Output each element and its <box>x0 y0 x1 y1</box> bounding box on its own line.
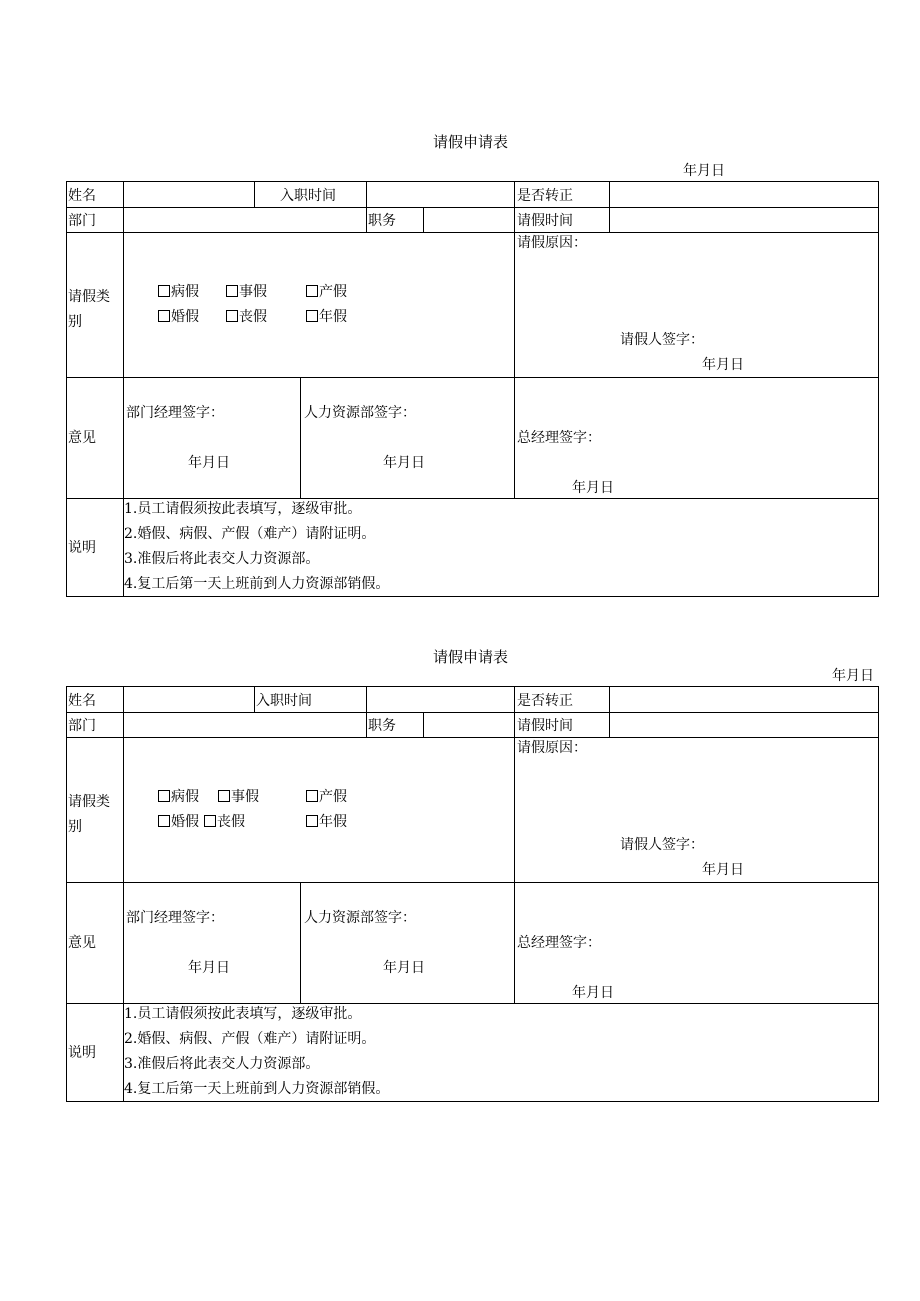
form-date: 年月日 <box>832 668 874 684</box>
applicant-date: 年月日 <box>702 357 744 373</box>
form-title: 请假申请表 <box>433 648 509 666</box>
leave-option-annual[interactable] <box>306 813 347 831</box>
checkbox-icon <box>306 815 318 827</box>
gm-date: 年月日 <box>572 480 614 496</box>
regularized-input[interactable] <box>610 687 878 712</box>
leave-option-personal[interactable] <box>226 283 267 301</box>
leave-option-label: 丧假 <box>239 309 267 325</box>
department-input[interactable] <box>124 713 366 737</box>
department-input[interactable] <box>124 208 366 232</box>
checkbox-icon <box>226 310 238 322</box>
leave-option-funeral[interactable] <box>204 813 245 831</box>
dept-manager-sign-label: 部门经理签字： <box>126 405 224 421</box>
leave-reason-label: 请假原因： <box>517 740 587 756</box>
leave-option-label: 病假 <box>171 789 199 805</box>
dept-manager-date: 年月日 <box>188 455 230 471</box>
leave-time-label: 请假时间 <box>517 213 573 229</box>
leave-option-maternity[interactable] <box>306 283 347 301</box>
dept-manager-sign-label: 部门经理签字： <box>126 910 224 926</box>
leave-option-sick[interactable] <box>158 283 199 301</box>
opinion-label: 意见 <box>68 935 96 951</box>
leave-option-label: 婚假 <box>171 814 199 830</box>
notes-label: 说明 <box>68 540 96 556</box>
leave-option-label: 婚假 <box>171 309 199 325</box>
position-label: 职务 <box>368 213 396 229</box>
checkbox-icon <box>306 790 318 802</box>
note-item: 2.婚假、病假、产假（难产）请附证明。 <box>124 1031 376 1047</box>
join-date-label: 入职时间 <box>256 693 312 709</box>
applicant-date: 年月日 <box>702 862 744 878</box>
checkbox-icon <box>204 815 216 827</box>
opinion-label: 意见 <box>68 430 96 446</box>
join-date-input[interactable] <box>367 182 514 207</box>
leave-option-label: 年假 <box>319 814 347 830</box>
leave-option-annual[interactable] <box>306 308 347 326</box>
regularized-input[interactable] <box>610 182 878 207</box>
checkbox-icon <box>306 310 318 322</box>
leave-time-label: 请假时间 <box>517 718 573 734</box>
position-input[interactable] <box>424 208 514 232</box>
leave-option-marriage[interactable] <box>158 813 199 831</box>
note-item: 3.准假后将此表交人力资源部。 <box>124 1056 320 1072</box>
note-item: 4.复工后第一天上班前到人力资源部销假。 <box>124 1081 390 1097</box>
leave-option-label: 产假 <box>319 284 347 300</box>
leave-option-sick[interactable] <box>158 788 199 806</box>
leave-type-label: 请假类别 <box>68 794 110 835</box>
regularized-label: 是否转正 <box>517 188 573 204</box>
name-label: 姓名 <box>68 693 96 709</box>
gm-date: 年月日 <box>572 985 614 1001</box>
hr-date: 年月日 <box>383 455 425 471</box>
join-date-input[interactable] <box>367 687 514 712</box>
note-item: 3.准假后将此表交人力资源部。 <box>124 551 320 567</box>
checkbox-icon <box>218 790 230 802</box>
leave-time-input[interactable] <box>610 713 878 737</box>
leave-option-label: 产假 <box>319 789 347 805</box>
hr-date: 年月日 <box>383 960 425 976</box>
join-date-label: 入职时间 <box>280 188 336 204</box>
hr-sign-label: 人力资源部签字： <box>304 910 416 926</box>
department-label: 部门 <box>68 213 96 229</box>
note-item: 2.婚假、病假、产假（难产）请附证明。 <box>124 526 376 542</box>
regularized-label: 是否转正 <box>517 693 573 709</box>
leave-option-marriage[interactable] <box>158 308 199 326</box>
gm-sign-label: 总经理签字： <box>517 430 601 446</box>
hr-sign-label: 人力资源部签字： <box>304 405 416 421</box>
checkbox-icon <box>158 285 170 297</box>
checkbox-icon <box>158 790 170 802</box>
note-item: 1.员工请假须按此表填写，逐级审批。 <box>124 501 362 517</box>
name-label: 姓名 <box>68 188 96 204</box>
leave-time-input[interactable] <box>610 208 878 232</box>
form-date: 年月日 <box>683 163 725 179</box>
leave-option-funeral[interactable] <box>226 308 267 326</box>
gm-sign-label: 总经理签字： <box>517 935 601 951</box>
leave-option-label: 病假 <box>171 284 199 300</box>
name-input[interactable] <box>124 182 254 207</box>
dept-manager-date: 年月日 <box>188 960 230 976</box>
leave-option-label: 事假 <box>231 789 259 805</box>
checkbox-icon <box>306 285 318 297</box>
position-label: 职务 <box>368 718 396 734</box>
checkbox-icon <box>158 815 170 827</box>
leave-type-label: 请假类别 <box>68 289 110 330</box>
form-title: 请假申请表 <box>433 133 509 151</box>
position-input[interactable] <box>424 713 514 737</box>
leave-option-label: 事假 <box>239 284 267 300</box>
leave-option-label: 丧假 <box>217 814 245 830</box>
note-item: 4.复工后第一天上班前到人力资源部销假。 <box>124 576 390 592</box>
note-item: 1.员工请假须按此表填写，逐级审批。 <box>124 1006 362 1022</box>
leave-reason-label: 请假原因： <box>517 235 587 251</box>
checkbox-icon <box>226 285 238 297</box>
leave-option-maternity[interactable] <box>306 788 347 806</box>
applicant-sign-label: 请假人签字： <box>620 837 704 853</box>
leave-option-label: 年假 <box>319 309 347 325</box>
notes-label: 说明 <box>68 1045 96 1061</box>
applicant-sign-label: 请假人签字： <box>620 332 704 348</box>
checkbox-icon <box>158 310 170 322</box>
department-label: 部门 <box>68 718 96 734</box>
name-input[interactable] <box>124 687 254 712</box>
leave-option-personal[interactable] <box>218 788 259 806</box>
